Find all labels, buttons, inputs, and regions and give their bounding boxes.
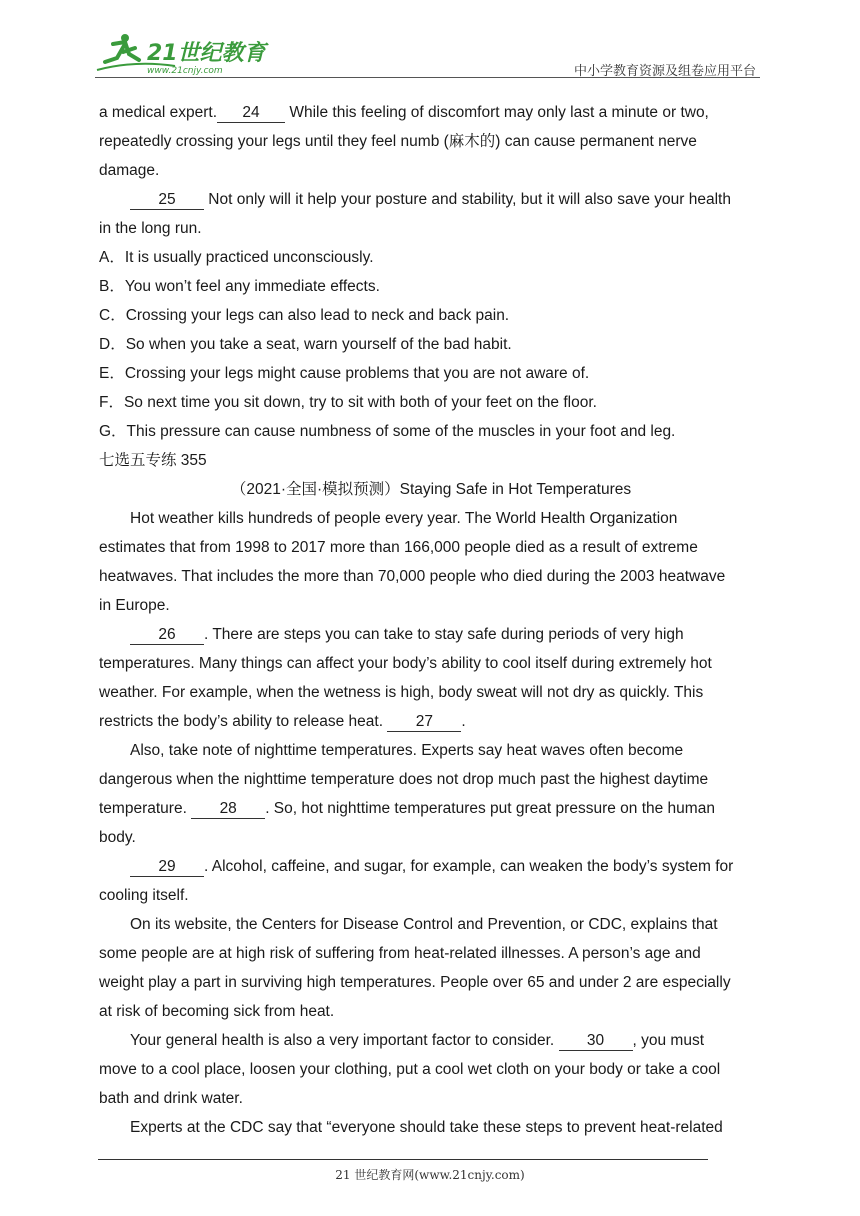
text-line: damage. bbox=[99, 162, 160, 179]
logo-wordmark: 21世纪教育 bbox=[147, 41, 266, 66]
text-line: in the long run. bbox=[99, 220, 202, 237]
answer-blank-29[interactable]: 29 bbox=[130, 857, 204, 877]
text-line: temperatures. Many things can affect your body’s ability to cool itself during extremely hot bbox=[99, 655, 712, 672]
footer-text: 21 世纪教育网(www.21cnjy.com) bbox=[335, 1168, 525, 1182]
section-label: 七选五专练 355 bbox=[99, 452, 207, 469]
text-line: in Europe. bbox=[99, 597, 170, 614]
answer-blank-28[interactable]: 28 bbox=[191, 799, 265, 819]
option-d: D．So when you take a seat, warn yourself of the bad habit. bbox=[99, 336, 512, 353]
text-line: estimates that from 1998 to 2017 more than 166,000 people died as a result of extreme bbox=[99, 539, 698, 556]
text-line: restricts the body’s ability to release heat. 27 . bbox=[99, 713, 466, 730]
passage-title: （2021·全国·模拟预测）Staying Safe in Hot Temperatures bbox=[230, 481, 632, 498]
option-c: C．Crossing your legs can also lead to neck and back pain. bbox=[99, 307, 510, 324]
answer-blank-24[interactable]: 24 bbox=[217, 103, 285, 123]
text-line: cooling itself. bbox=[99, 887, 189, 904]
footer-divider bbox=[98, 1159, 708, 1160]
option-b: B．You won’t feel any immediate effects. bbox=[99, 278, 380, 295]
text-line: weight play a part in surviving high temperatures. People over 65 and under 2 are especially bbox=[99, 974, 731, 991]
answer-blank-25[interactable]: 25 bbox=[130, 190, 204, 210]
text-line: at risk of becoming sick from heat. bbox=[99, 1003, 335, 1020]
text-line: a medical expert. 24 While this feeling of discomfort may only last a minute or two, bbox=[99, 104, 709, 121]
text-line: bath and drink water. bbox=[99, 1090, 243, 1107]
option-e: E．Crossing your legs might cause problems that you are not aware of. bbox=[99, 365, 590, 382]
text-line: temperature. 28 . So, hot nighttime temperatures put great pressure on the human bbox=[99, 800, 715, 817]
site-name: 中小学教育资源及组卷应用平台 bbox=[573, 64, 756, 79]
document-body bbox=[99, 98, 763, 1142]
text-line: Experts at the CDC say that “everyone should take these steps to prevent heat-related bbox=[130, 1119, 723, 1136]
text-line: some people are at high risk of suffering from heat-related illnesses. A person’s age and bbox=[99, 945, 701, 962]
text-line: 25 Not only will it help your posture and stability, but it will also save your health bbox=[99, 185, 763, 214]
answer-blank-30[interactable]: 30 bbox=[559, 1031, 633, 1051]
text-line: On its website, the Centers for Disease Control and Prevention, or CDC, explains that bbox=[130, 916, 718, 933]
text-line: move to a cool place, loosen your clothing, put a cool wet cloth on your body or take a cool bbox=[99, 1061, 721, 1078]
page-header bbox=[95, 30, 760, 80]
text-line: 29 . Alcohol, caffeine, and sugar, for example, can weaken the body’s system for bbox=[99, 852, 763, 881]
option-g: G．This pressure can cause numbness of some of the muscles in your foot and leg. bbox=[99, 423, 676, 440]
text-line: 26 . There are steps you can take to stay safe during periods of very high bbox=[99, 620, 763, 649]
text-line: heatwaves. That includes the more than 70,000 people who died during the 2003 heatwave bbox=[99, 568, 726, 585]
text-line: repeatedly crossing your legs until they feel numb (麻木的) can cause permanent nerve bbox=[99, 133, 697, 150]
text-line: Hot weather kills hundreds of people every year. The World Health Organization bbox=[130, 510, 678, 527]
logo-url: www.21cnjy.com bbox=[147, 66, 223, 76]
answer-blank-26[interactable]: 26 bbox=[130, 625, 204, 645]
text-line: body. bbox=[99, 829, 136, 846]
answer-blank-27[interactable]: 27 bbox=[387, 712, 461, 732]
text-line: Also, take note of nighttime temperatures. Experts say heat waves often become bbox=[130, 742, 684, 759]
header-divider bbox=[95, 77, 760, 78]
text-line: dangerous when the nighttime temperature does not drop much past the highest daytime bbox=[99, 771, 709, 788]
text-line: weather. For example, when the wetness is high, body sweat will not dry as quickly. This bbox=[99, 684, 704, 701]
text-line: Your general health is also a very important factor to consider. 30 , you must bbox=[130, 1032, 704, 1049]
site-logo bbox=[95, 30, 270, 78]
option-a: A．It is usually practiced unconsciously. bbox=[99, 249, 374, 266]
option-f: F．So next time you sit down, try to sit with both of your feet on the floor. bbox=[99, 394, 597, 411]
